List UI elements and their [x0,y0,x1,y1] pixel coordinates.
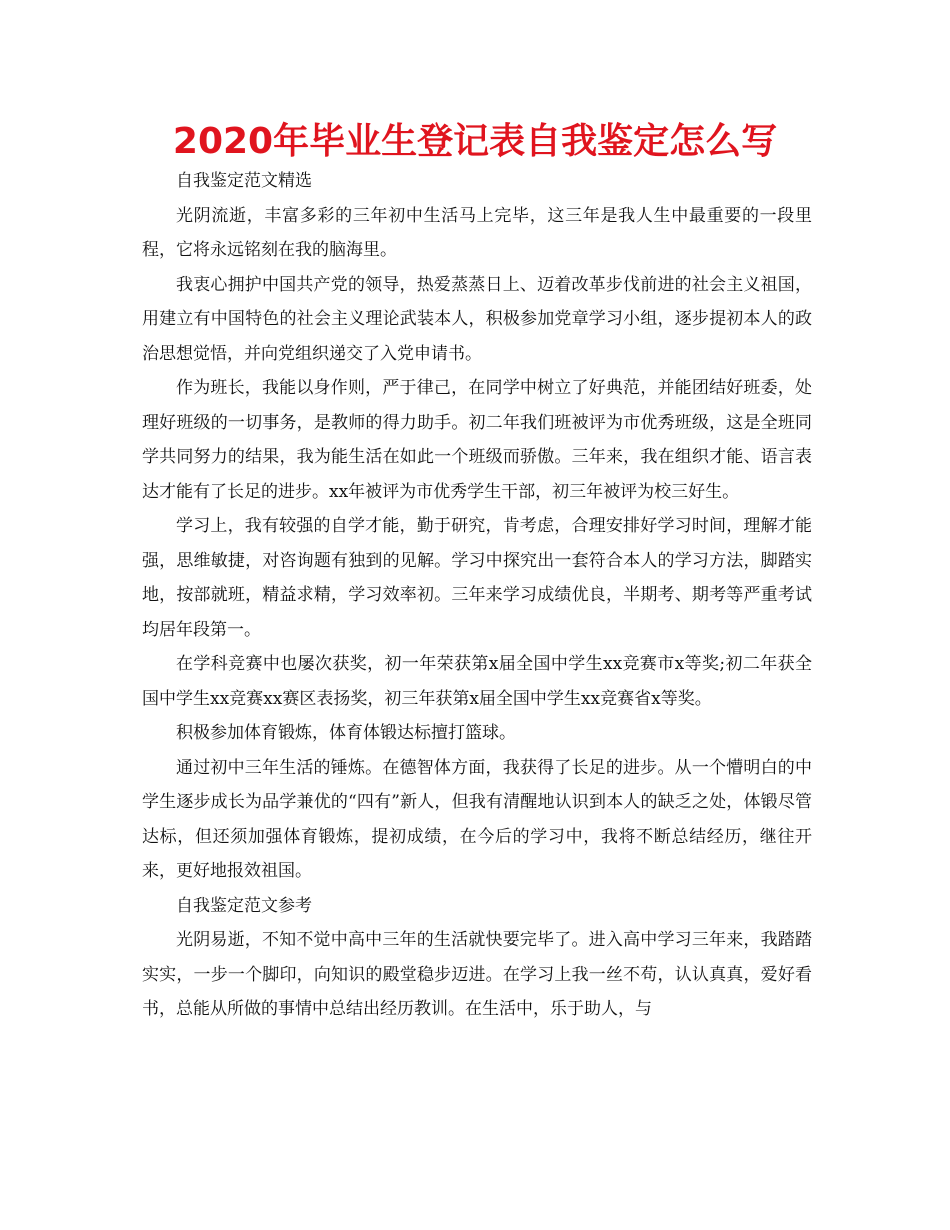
body-paragraph: 在学科竞赛中也屡次获奖，初一年荣获第x届全国中学生xx竞赛市x等奖;初二年获全国中学生xx竞赛xx赛区表扬奖，初三年获第x届全国中学生xx竞赛省x等奖。 [142,654,812,709]
body-paragraph: 通过初中三年生活的锤炼。在德智体方面，我获得了长足的进步。从一个懵明白的中学生逐步成长为品学兼优的“四有”新人，但我有清醒地认识到本人的缺乏之处，体锻尽管达标，但还须加强体育锻炼，提初成绩，在今后的学习中，我将不断总结经历，继往开来，更好地报效祖国。 [142,757,812,881]
body-paragraph: 积极参加体育锻炼，体育体锻达标擅打篮球。 [176,723,516,743]
section-heading: 自我鉴定范文精选 [176,171,312,191]
body-paragraph: 学习上，我有较强的自学才能，勤于研究，肯考虑，合理安排好学习时间，理解才能强，思维敏捷，对咨询题有独到的见解。学习中探究出一套符合本人的学习方法，脚踏实地，按部就班，精益求精，学习效率初。三年来学习成绩优良，半期考、期考等严重考试均居年段第一。 [142,516,812,640]
body-paragraph: 光阴易逝，不知不觉中高中三年的生活就快要完毕了。进入高中学习三年来，我踏踏实实，一步一个脚印，向知识的殿堂稳步迈进。在学习上我一丝不苟，认认真真，爱好看书，总能从所做的事情中总结出经历教训。在生活中，乐于助人，与 [142,930,812,1019]
body-paragraph: 作为班长，我能以身作则，严于律己，在同学中树立了好典范，并能团结好班委，处理好班级的一切事务，是教师的得力助手。初二年我们班被评为市优秀班级，这是全班同学共同努力的结果，我为能生活在如此一个班级而骄傲。三年来，我在组织才能、语言表达才能有了长足的进步。xx年被评为市优秀学生干部，初三年被评为校三好生。 [142,378,812,502]
document-title: 2020年毕业生登记表自我鉴定怎么写 [172,121,778,162]
body-paragraph: 我衷心拥护中国共产党的领导，热爱蒸蒸日上、迈着改革步伐前进的社会主义祖国，用建立有中国特色的社会主义理论武装本人，积极参加党章学习小组，逐步提初本人的政治思想觉悟，并向党组织递交了入党申请书。 [142,274,812,364]
body-paragraph: 光阴流逝，丰富多彩的三年初中生活马上完毕，这三年是我人生中最重要的一段里程，它将永远铭刻在我的脑海里。 [142,205,812,260]
document-body [142,164,812,1027]
section-heading: 自我鉴定范文参考 [176,895,312,916]
